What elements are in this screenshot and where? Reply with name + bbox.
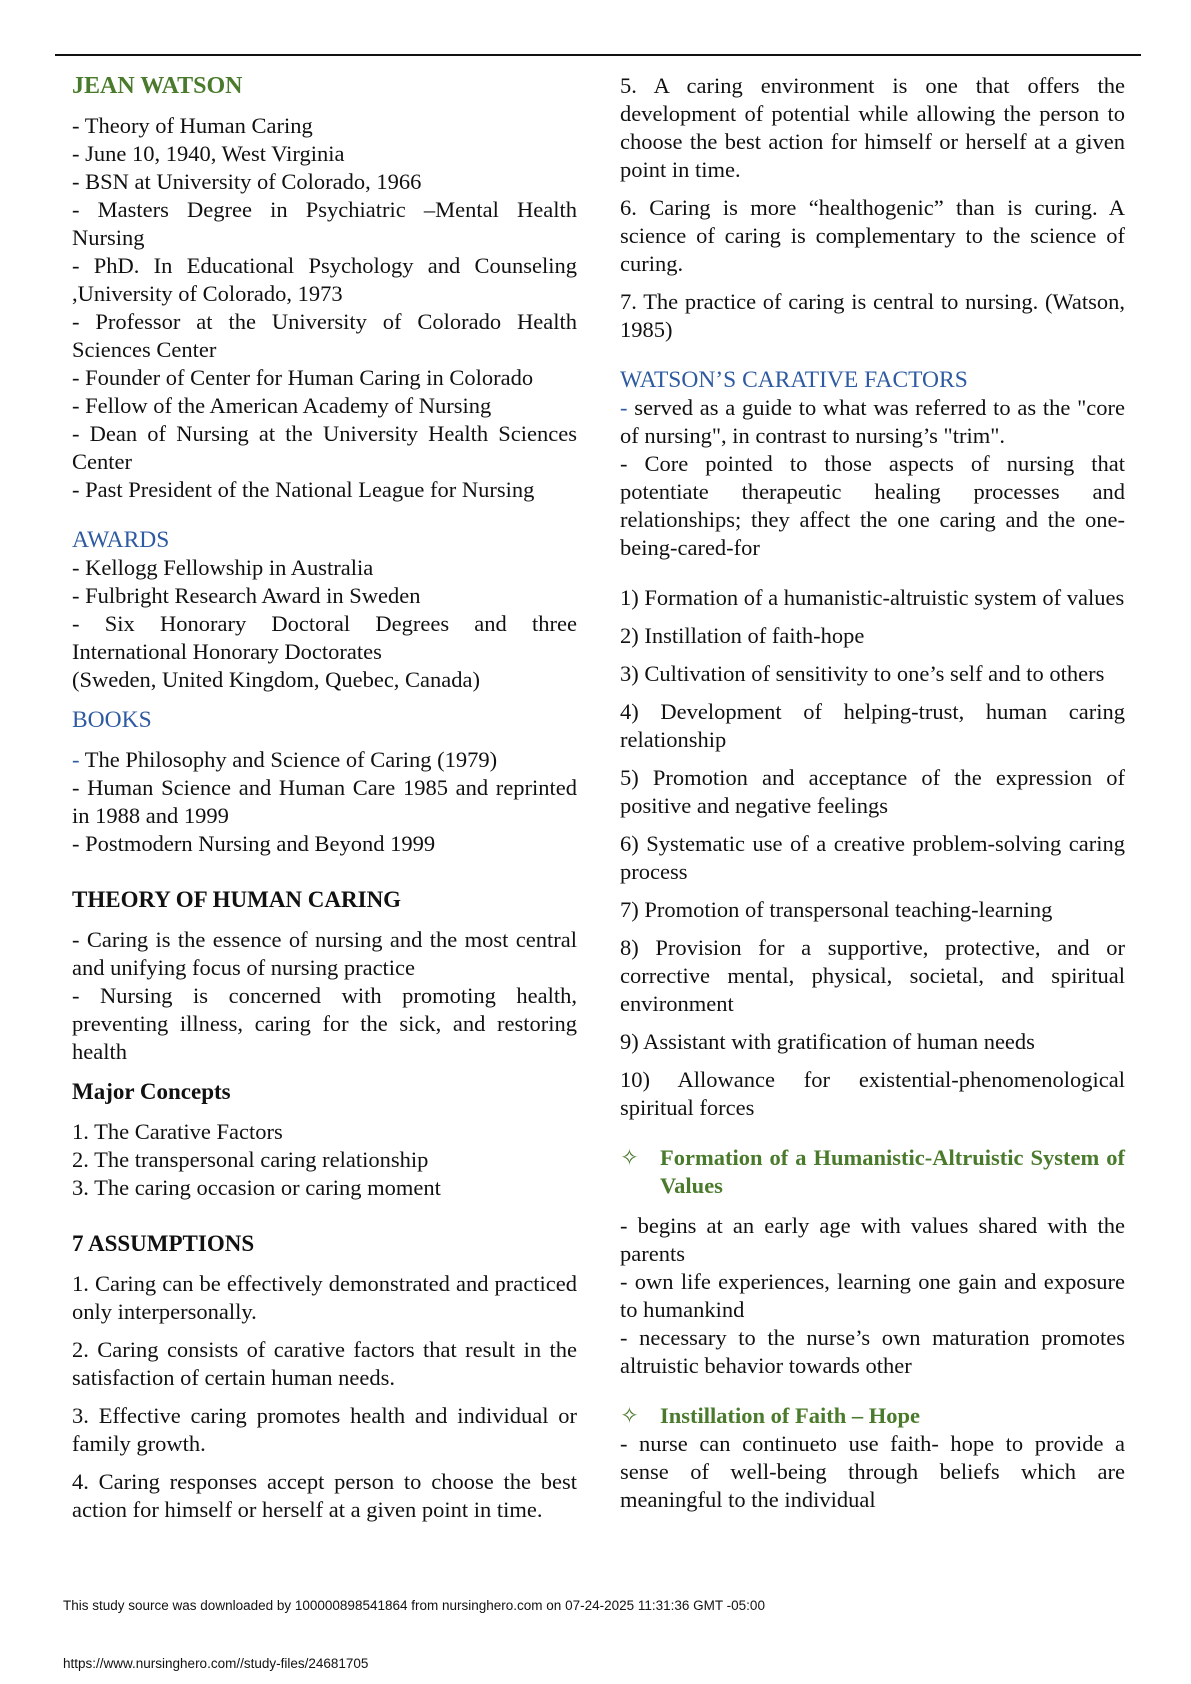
- carative-intro-text: served as a guide to what was referred to as the "core of nursing", in contrast to nursing’s "trim".: [620, 395, 1125, 448]
- factor-item: 10) Allowance for existential-phenomenological spiritual forces: [620, 1067, 1125, 1120]
- book-dash: -: [72, 747, 80, 772]
- concept-line: 2. The transpersonal caring relationship: [72, 1147, 429, 1172]
- bio-line: - BSN at University of Colorado, 1966: [72, 169, 422, 194]
- instillation-line: - nurse can continueto use faith- hope to provide a sense of well-being through beliefs which are meaningful to the individual: [620, 1431, 1125, 1512]
- bio-line: - Fellow of the American Academy of Nursing: [72, 393, 492, 418]
- carative-dash: -: [620, 395, 628, 420]
- assumption-item: 2. Caring consists of carative factors that result in the satisfaction of certain human needs.: [72, 1337, 577, 1390]
- theory-line: - Nursing is concerned with promoting health, preventing illness, caring for the sick, and restoring health: [72, 983, 577, 1064]
- bio-line: - Professor at the University of Colorado Health Sciences Center: [72, 309, 577, 362]
- top-rule: [55, 54, 1141, 56]
- title-jean-watson: JEAN WATSON: [72, 73, 243, 99]
- award-line: - Six Honorary Doctoral Degrees and three International Honorary Doctorates: [72, 611, 577, 664]
- assumption-item: 3. Effective caring promotes health and individual or family growth.: [72, 1403, 577, 1456]
- star-icon: ✧: [620, 1403, 639, 1428]
- award-line: - Fulbright Research Award in Sweden: [72, 583, 421, 608]
- carative-intro: [620, 394, 1125, 450]
- books-heading: BOOKS: [72, 707, 152, 733]
- factor-item: 2) Instillation of faith-hope: [620, 623, 865, 648]
- award-line: (Sweden, United Kingdom, Quebec, Canada): [72, 667, 481, 692]
- book-title: The Philosophy and Science of Caring (1979): [79, 747, 498, 772]
- bio-line: - Dean of Nursing at the University Health Sciences Center: [72, 421, 577, 474]
- concept-line: 1. The Carative Factors: [72, 1119, 283, 1144]
- factor-item: 7) Promotion of transpersonal teaching-learning: [620, 897, 1053, 922]
- theory-heading: THEORY OF HUMAN CARING: [72, 887, 402, 912]
- factor-item: 3) Cultivation of sensitivity to one’s self and to others: [620, 661, 1105, 686]
- bio-line: - Masters Degree in Psychiatric –Mental Health Nursing: [72, 197, 577, 250]
- factor-item: 1) Formation of a humanistic-altruistic system of values: [620, 585, 1125, 610]
- source-url: https://www.nursinghero.com//study-files/24681705: [63, 1656, 369, 1671]
- carative-heading: WATSON’S CARATIVE FACTORS: [620, 367, 968, 393]
- formation-heading: [620, 1144, 1125, 1200]
- factor-item: 5) Promotion and acceptance of the expression of positive and negative feelings: [620, 765, 1125, 818]
- concepts-heading: Major Concepts: [72, 1079, 231, 1104]
- assumption-item: 7. The practice of caring is central to nursing. (Watson, 1985): [620, 289, 1125, 342]
- assumption-item: 4. Caring responses accept person to choose the best action for himself or herself at a given point in time.: [72, 1469, 577, 1522]
- factor-item: 6) Systematic use of a creative problem-solving caring process: [620, 831, 1125, 884]
- bio-line: - PhD. In Educational Psychology and Counseling ,University of Colorado, 1973: [72, 253, 577, 306]
- carative-intro-2: - Core pointed to those aspects of nursing that potentiate therapeutic healing processes and relationships; they affect the one caring and the one-being-cared-for: [620, 451, 1125, 560]
- assumption-item: 1. Caring can be effectively demonstrated and practiced only interpersonally.: [72, 1271, 577, 1324]
- book-line: - Postmodern Nursing and Beyond 1999: [72, 831, 436, 856]
- factor-item: 4) Development of helping-trust, human caring relationship: [620, 699, 1125, 752]
- formation-heading-text: Formation of a Humanistic-Altruistic System of Values: [660, 1145, 1125, 1198]
- instillation-heading: [620, 1402, 1125, 1430]
- bio-line: - Theory of Human Caring: [72, 113, 313, 138]
- book-line: - Human Science and Human Care 1985 and reprinted in 1988 and 1999: [72, 775, 577, 828]
- right-column: [620, 72, 1125, 1514]
- download-note: This study source was downloaded by 100000898541864 from nursinghero.com on 07-24-2025 11:31:36 GMT -05:00: [63, 1598, 765, 1613]
- formation-line: - necessary to the nurse’s own maturation promotes altruistic behavior towards other: [620, 1325, 1125, 1378]
- factor-item: 9) Assistant with gratification of human needs: [620, 1029, 1035, 1054]
- award-line: - Kellogg Fellowship in Australia: [72, 555, 374, 580]
- left-column: [72, 72, 577, 1534]
- book-line: [72, 746, 577, 774]
- theory-line: - Caring is the essence of nursing and the most central and unifying focus of nursing practice: [72, 927, 577, 980]
- star-icon: ✧: [620, 1145, 639, 1170]
- concept-line: 3. The caring occasion or caring moment: [72, 1175, 441, 1200]
- formation-line: - begins at an early age with values shared with the parents: [620, 1213, 1125, 1266]
- assumptions-heading: 7 ASSUMPTIONS: [72, 1231, 255, 1256]
- bio-line: - Founder of Center for Human Caring in Colorado: [72, 365, 534, 390]
- instillation-heading-text: Instillation of Faith – Hope: [660, 1403, 921, 1428]
- assumption-item: 5. A caring environment is one that offers the development of potential while allowing the person to choose the best action for himself or herself at a given point in time.: [620, 73, 1125, 182]
- factor-item: 8) Provision for a supportive, protective, and or corrective mental, physical, societal, and spiritual environment: [620, 935, 1125, 1016]
- bio-line: - June 10, 1940, West Virginia: [72, 141, 345, 166]
- awards-heading: AWARDS: [72, 527, 170, 553]
- bio-line: - Past President of the National League for Nursing: [72, 477, 535, 502]
- assumption-item: 6. Caring is more “healthogenic” than is curing. A science of caring is complementary to the science of curing.: [620, 195, 1125, 276]
- formation-line: - own life experiences, learning one gain and exposure to humankind: [620, 1269, 1125, 1322]
